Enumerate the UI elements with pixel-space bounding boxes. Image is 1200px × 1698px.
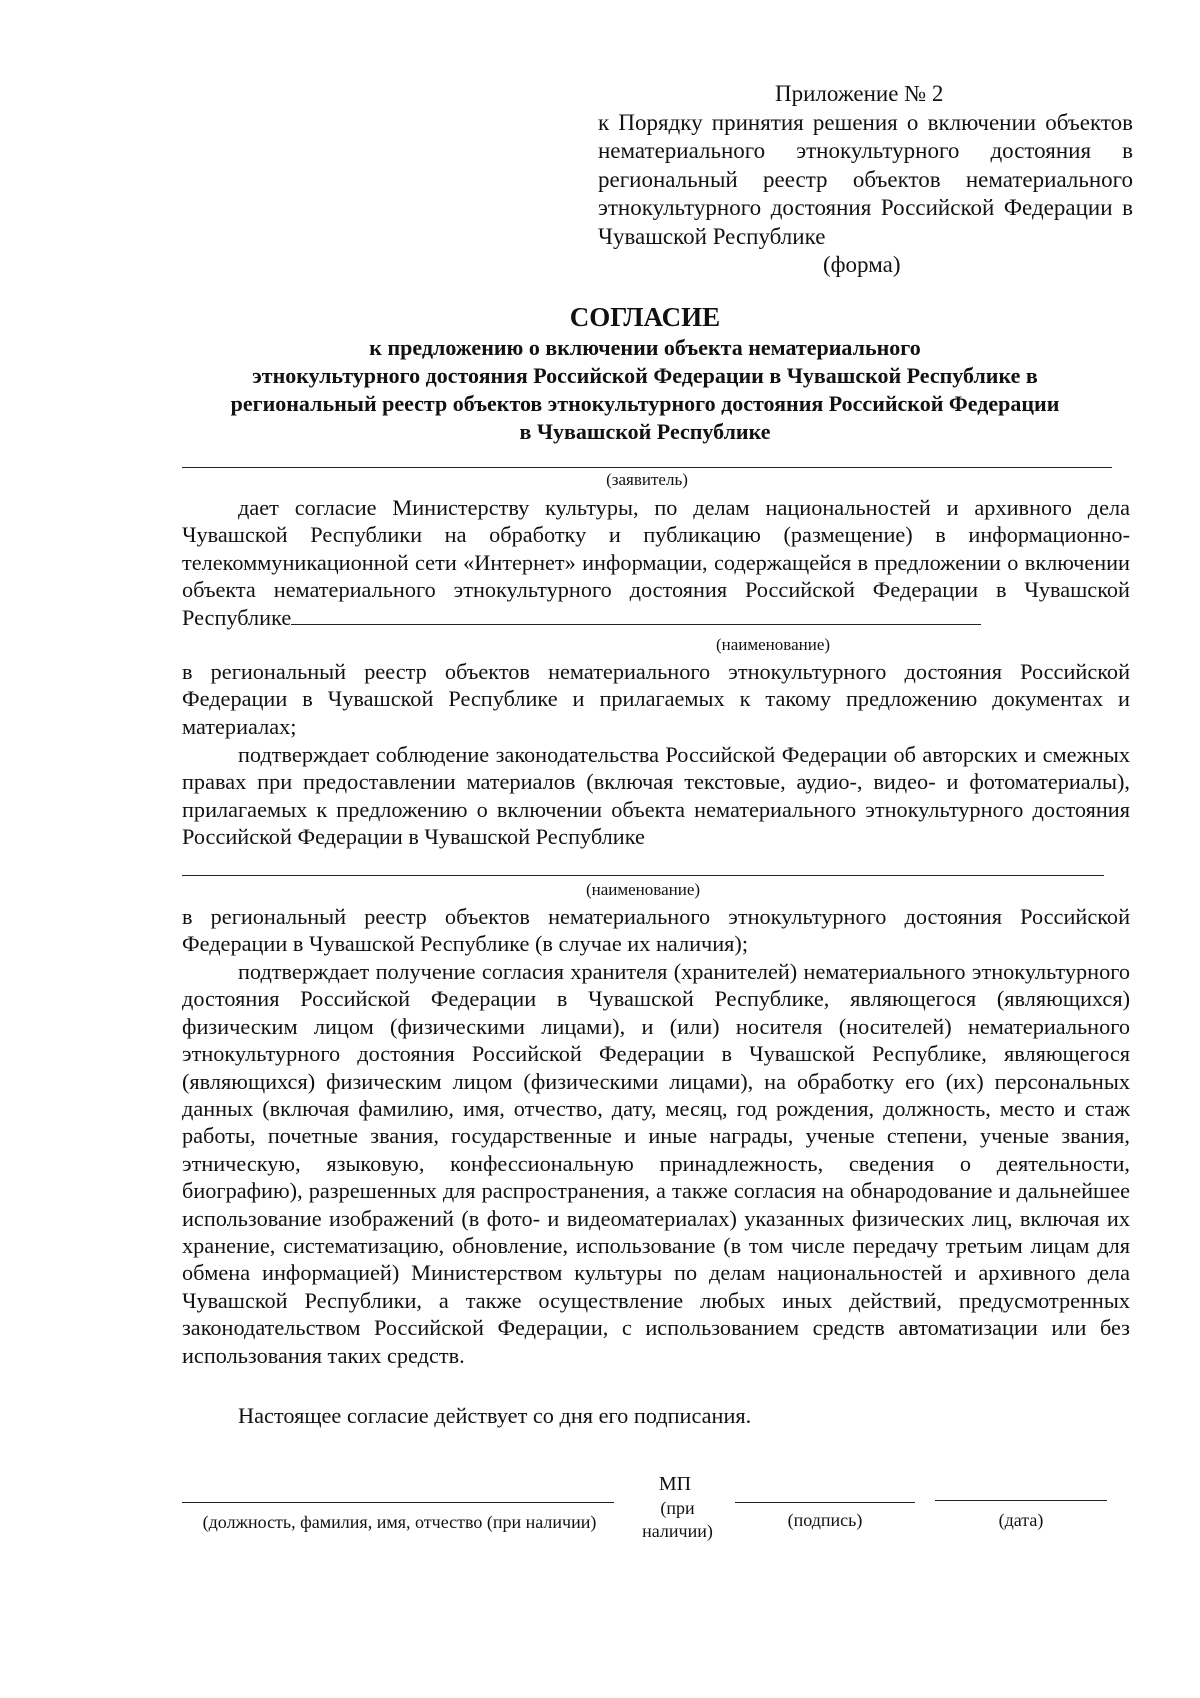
paragraph-consent-text: дает согласие Министерству культуры, по делам национальностей и архивного дела Чувашской Республики на обработку и публикацию (размещение) в информационно-телекоммуникационной сети «Интернет» информации, содержащейся в предложении о включении объекта нематериального этнокультурного достояния Российской Федерации в Чувашской Республике xyxy=(182,495,1130,630)
paragraph-personal-data: подтверждает получение согласия хранителя (хранителей) нематериального этнокультурного достояния Российской Федерации в Чувашской Республике, являющегося (являющихся) физическим лицом (физическими лицами), и (или) носителя (носителей) нематериального этнокультурного достояния Российской Федерации в Чувашской Республике, являющегося (являющихся) физическим лицом (физическими лицами), на обработку его (их) персональных данных (включая фамилию, имя, отчество, дату, месяц, год рождения, должность, место и стаж работы, почетные звания, государственные и иные награды, ученые степени, ученые звания, этническую, языковую, конфессиональную принадлежность, сведения о деятельности, биографию), разрешенных для распространения, а также согласия на обнародование и дальнейшее использование изображений (в фото- и видеоматериалах) указанных физических лиц, включая их хранение, систематизацию, обновление, использование (в том числе передачу третьим лицам для обмена информацией) Министерством культуры по делам национальностей и архивного дела Чувашской Республики, а также осуществление любых иных действий, предусмотренных законодательством Российской Федерации, с использованием средств автоматизации или без использования таких средств. xyxy=(182,959,1130,1368)
title-line: в Чувашской Республике xyxy=(519,419,771,444)
paragraph-registry-2: в региональный реестр объектов нематериального этнокультурного достояния Российской Федерации в Чувашской Республике (в случае их наличия); xyxy=(182,904,1130,957)
date-caption: (дата) xyxy=(998,1510,1044,1530)
stamp-note: (при наличии) xyxy=(642,1498,713,1541)
object-name-caption: (наименование) xyxy=(715,635,831,654)
document-title xyxy=(180,300,1110,446)
object-name-field[interactable] xyxy=(291,604,981,625)
object-name-caption-2: (наименование) xyxy=(585,880,701,899)
appendix-reference: к Порядку принятия решения о включении объектов нематериального этнокультурного достояния в региональный реестр объектов нематериального этнокультурного достояния Российской Федерации в Чувашской Республике xyxy=(598,109,1133,249)
title-line: региональный реестр объектов этнокультурного достояния Российской Федерации xyxy=(230,391,1060,416)
signature-field[interactable] xyxy=(735,1502,915,1503)
date-field[interactable] xyxy=(935,1500,1107,1501)
appendix-block xyxy=(598,80,1133,280)
paragraph-validity: Настоящее согласие действует со дня его подписания. xyxy=(238,1403,752,1428)
stamp-label: МП xyxy=(658,1473,692,1495)
paragraph-registry: в региональный реестр объектов нематериального этнокультурного достояния Российской Федерации в Чувашской Республике и прилагаемых к такому предложению документах и материалах; xyxy=(182,659,1130,739)
position-name-field[interactable] xyxy=(182,1502,614,1503)
title-line: этнокультурного достояния Российской Федерации в Чувашской Республике в xyxy=(252,363,1038,388)
appendix-number: Приложение № 2 xyxy=(775,81,944,106)
applicant-field[interactable] xyxy=(182,467,1112,468)
signature-caption: (подпись) xyxy=(787,1510,863,1530)
applicant-caption: (заявитель) xyxy=(606,470,688,489)
title-main: СОГЛАСИЕ xyxy=(569,302,721,332)
title-line: к предложению о включении объекта нематериального xyxy=(369,335,921,360)
paragraph-consent xyxy=(182,494,1130,631)
paragraph-copyright: подтверждает соблюдение законодательства Российской Федерации об авторских и смежных правах при предоставлении материалов (включая текстовые, аудио-, видео- и фотоматериалы), прилагаемых к предложению о включении объекта нематериального этнокультурного достояния Российской Федерации в Чувашской Республике xyxy=(182,742,1130,850)
position-name-caption: (должность, фамилия, имя, отчество (при наличии) xyxy=(202,1512,597,1532)
form-label: (форма) xyxy=(823,252,901,277)
object-name-field-2[interactable] xyxy=(182,875,1104,876)
